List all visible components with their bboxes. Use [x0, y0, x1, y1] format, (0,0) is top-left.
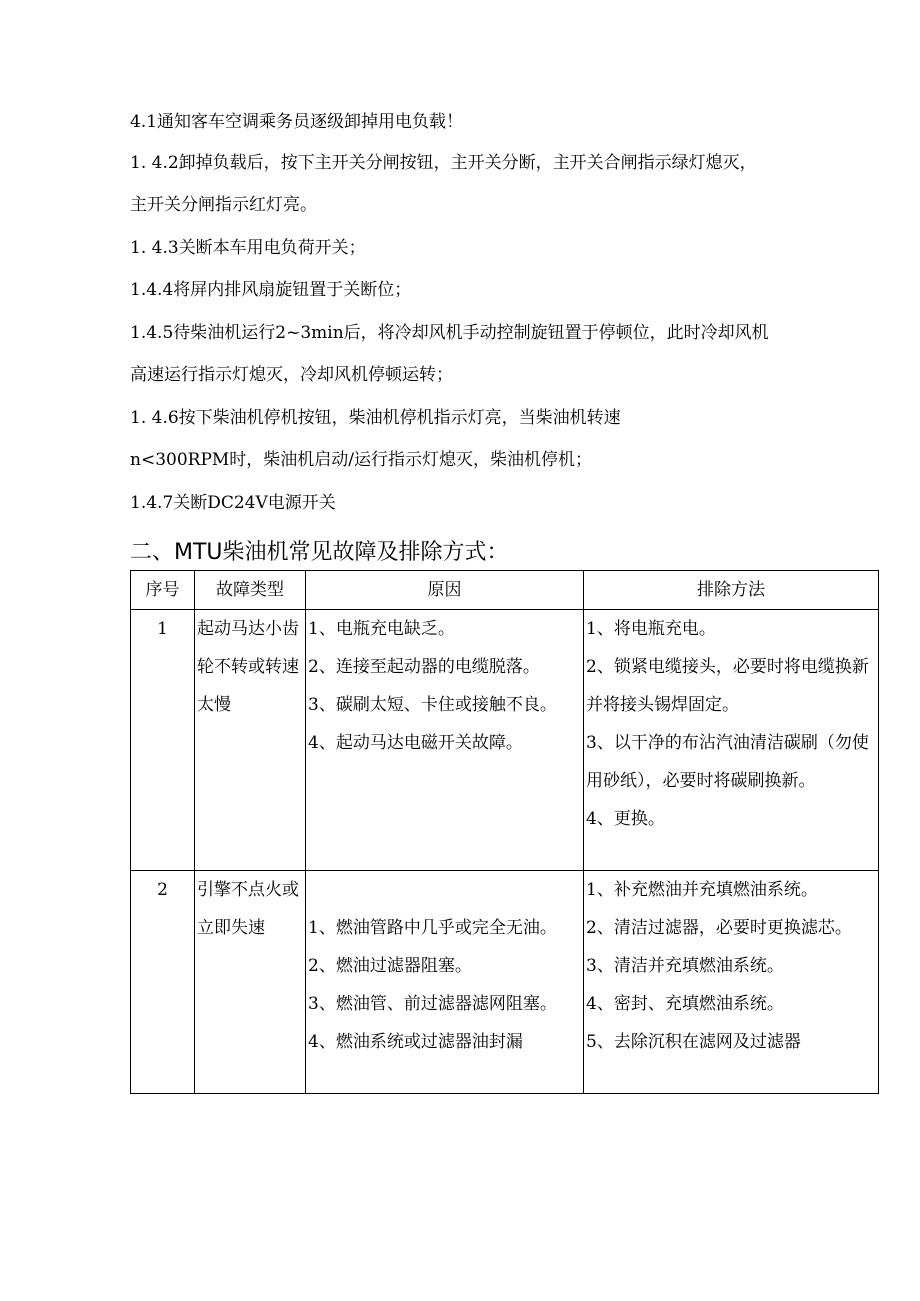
header-index: 序号 [131, 571, 195, 610]
row-index: 2 [131, 871, 195, 1094]
step-1-4-2: 1. 4.2卸掉负载后，按下主开关分闸按钮，主开关分断，主开关合闸指示绿灯熄灭， [130, 153, 757, 173]
fix-item: 2、清洁过滤器，必要时更换滤芯。 [586, 918, 852, 938]
fix-item: 4、密封、充填燃油系统。 [586, 994, 784, 1014]
step-1-4-5: 1.4.5待柴油机运行2~3min后，将冷却风机手动控制旋钮置于停顿位，此时冷却风机 [130, 323, 769, 343]
cause-item: 2、连接至起动器的电缆脱落。 [308, 657, 540, 677]
row-fault-type [195, 610, 306, 871]
fix-item: 4、更换。 [586, 809, 665, 829]
step-4-1: 4.1通知客车空调乘务员逐级卸掉用电负载！ [130, 112, 464, 132]
cause-item: 4、起动马达电磁开关故障。 [308, 733, 523, 753]
header-fault-type: 故障类型 [195, 571, 306, 610]
header-cause: 原因 [306, 571, 584, 610]
fix-item: 1、补充燃油并充填燃油系统。 [586, 880, 818, 900]
fix-item: 1、将电瓶充电。 [586, 619, 716, 639]
row-causes [306, 871, 584, 1094]
step-1-4-6-cont: n<300RPM时，柴油机启动/运行指示灯熄灭，柴油机停机； [130, 450, 593, 470]
table-row [131, 610, 879, 871]
cause-item: 2、燃油过滤器阻塞。 [308, 956, 472, 976]
row-fixes [584, 871, 879, 1094]
step-1-4-2-cont: 主开关分闸指示红灯亮。 [130, 195, 317, 215]
step-1-4-5-cont: 高速运行指示灯熄灭，冷却风机停顿运转； [130, 365, 453, 385]
fault-type-text: 引擎不点火或立即失速 [197, 880, 299, 938]
row-index: 1 [131, 610, 195, 871]
step-1-4-7: 1.4.7关断DC24V电源开关 [130, 493, 336, 513]
table-header-row [131, 571, 879, 610]
cause-item: 3、碳刷太短、卡住或接触不良。 [308, 695, 557, 715]
table-row [131, 871, 879, 1094]
cause-item: 1、电瓶充电缺乏。 [308, 619, 455, 639]
header-remedy: 排除方法 [584, 571, 879, 610]
fix-item: 5、去除沉积在滤网及过滤器 [586, 1032, 801, 1052]
step-1-4-3: 1. 4.3关断本车用电负荷开关； [130, 238, 366, 258]
step-1-4-6: 1. 4.6按下柴油机停机按钮，柴油机停机指示灯亮，当柴油机转速 [130, 408, 621, 428]
row-causes [306, 610, 584, 871]
step-1-4-4: 1.4.4将屏内排风扇旋钮置于关断位； [130, 280, 412, 300]
section-heading: 二、MTU柴油机常见故障及排除方式： [130, 540, 509, 565]
row-fault-type [195, 871, 306, 1094]
fix-item: 3、清洁并充填燃油系统。 [586, 956, 784, 976]
cause-item: 1、燃油管路中几乎或完全无油。 [308, 918, 557, 938]
cause-item: 3、燃油管、前过滤器滤网阻塞。 [308, 994, 557, 1014]
fault-type-text: 起动马达小齿轮不转或转速太慢 [197, 619, 299, 715]
row-fixes [584, 610, 879, 871]
fix-item: 2、锁紧电缆接头，必要时将电缆换新并将接头锡焊固定。 [586, 657, 869, 715]
cause-item: 4、燃油系统或过滤器油封漏 [308, 1032, 523, 1052]
fix-item: 3、以干净的布沾汽油清洁碳刷（勿使用砂纸），必要时将碳刷换新。 [586, 733, 869, 791]
fault-table [130, 570, 879, 1094]
